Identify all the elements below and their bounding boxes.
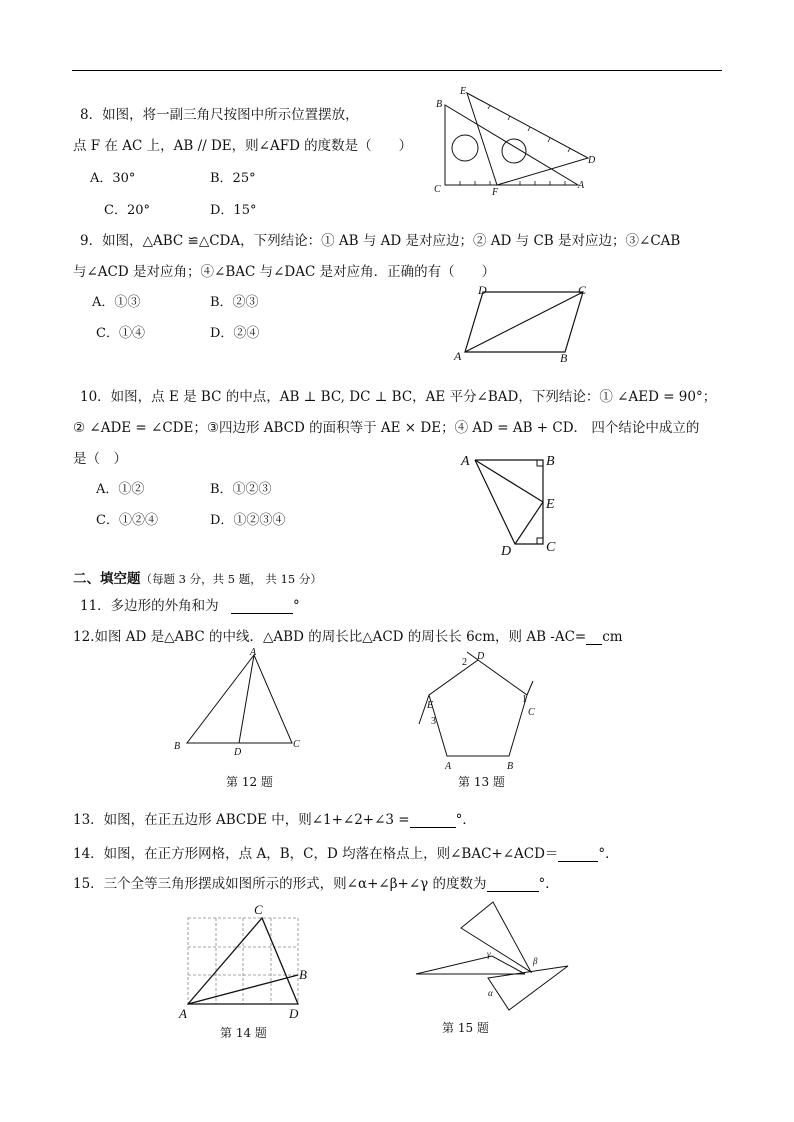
q14-caption: 第 14 题 [220,1026,267,1040]
q14-label-d: D [289,1006,299,1021]
q14-text: 14．如图，在正方形网格，点 A，B，C，D 均落在格点上，则∠BAC+∠ACD＝ [73,846,559,862]
q13-label-c: C [528,707,535,718]
q13 [73,808,476,828]
q15 [73,872,559,892]
section2-heading [73,567,322,587]
q10-line1: 10．如图，点 E 是 BC 的中点，AB ⊥ BC, DC ⊥ BC，AE 平分∠BAD，下列结论：① ∠AED = 90°； [80,389,717,405]
q10-line3: 是（ ） [73,451,127,467]
q8-label-f: F [492,187,499,198]
header-rule [72,70,722,71]
q8-label-e: E [460,86,467,97]
q14-label-a: A [179,1006,187,1021]
q15-label-beta: β [533,956,538,966]
q12-label-a: A [250,647,257,658]
q13-label-e: E [427,700,434,711]
q15-label-alpha: α [488,988,493,998]
q9-label-c: C [578,283,587,297]
q15-text: 15．三个全等三角形摆成如图所示的形式，则∠α+∠β+∠γ 的度数为 [73,876,487,892]
q8-label-a: A [578,180,585,191]
q13-angle-2: 2 [462,657,467,668]
q9-line2: 与∠ACD 是对应角；④∠BAC 与∠DAC 是对应角．正确的有（ ） [73,264,496,280]
q9-label-d: D [478,283,487,297]
q13-angle-3: 3 [431,716,436,727]
q10-label-d: D [501,544,512,559]
q10-label-b: B [546,454,555,469]
q8-figure [430,85,600,198]
q11 [80,594,300,614]
q15-caption: 第 15 题 [442,1021,489,1035]
q11-suffix: ° [292,598,300,614]
q13-label-a: A [445,761,452,772]
q9-option-b[interactable]: B．②③ [210,295,259,310]
q8-label-c: C [434,184,441,195]
q8-line1: 8．如图，将一副三角尺按图中所示位置摆放， [80,107,359,123]
q9-option-a[interactable]: A．①③ [92,295,141,310]
q12-label-b: B [174,741,181,752]
q13-suffix: °． [455,812,476,828]
q12-text: 12.如图 AD 是△ABC 的中线．△ABD 的周长比△ACD 的周长长 6cm，则 AB -AC= [73,629,587,645]
q12-caption: 第 12 题 [226,775,273,789]
q10-option-b[interactable]: B．①②③ [210,482,272,497]
q12 [73,625,623,645]
q8-option-d[interactable]: D．15° [210,203,257,218]
q11-answer-blank[interactable] [231,601,293,614]
q9-option-c[interactable]: C．①④ [96,326,145,341]
q8-line2: 点 F 在 AC 上，AB // DE，则∠AFD 的度数是（ ） [73,138,413,154]
q14-label-b: B [299,967,307,982]
q12-suffix: cm [602,629,623,645]
q13-caption: 第 13 题 [458,775,505,789]
q14-figure [175,900,315,1025]
q14-answer-blank[interactable] [558,849,598,862]
q12-label-d: D [234,747,242,758]
q12-figure [170,645,330,760]
q9-figure [450,282,600,367]
q10-option-c[interactable]: C．①②④ [96,513,158,528]
section2-note: （每题 3 分，共 5 题， 共 15 分） [140,572,322,586]
q12-label-c: C [293,739,300,750]
q15-figure [410,898,580,1018]
q13-text: 13．如图，在正五边形 ABCDE 中，则∠1+∠2+∠3 = [73,812,410,828]
q10-option-d[interactable]: D．①②③④ [210,513,286,528]
q10-label-a: A [461,454,470,469]
q14 [73,842,619,862]
q10-label-c: C [546,540,556,555]
q14-suffix: °． [598,846,619,862]
q8-label-d: D [588,155,596,166]
q10-figure [455,448,565,558]
q12-answer-blank[interactable] [586,632,602,645]
q11-text: 11．多边形的外角和为 [80,598,219,614]
q10-line2: ② ∠ADE = ∠CDE；③四边形 ABCD 的面积等于 AE × DE；④ AD = AB + CD． 四个结论中成立的 [73,420,700,436]
q13-angle-1: 1 [522,694,527,705]
q15-answer-blank[interactable] [487,879,539,892]
q9-label-a: A [454,349,462,363]
q8-option-c[interactable]: C．20° [104,203,150,218]
section2-title: 二、填空题 [73,571,141,587]
q10-option-a[interactable]: A．①② [96,482,145,497]
q8-option-a[interactable]: A．30° [90,171,136,186]
q13-answer-blank[interactable] [410,815,456,828]
q8-label-b: B [436,99,443,110]
q8-option-b[interactable]: B．25° [210,171,256,186]
q15-suffix: °． [538,876,559,892]
q9-line1: 9．如图，△ABC ≌△CDA，下列结论：① AB 与 AD 是对应边；② AD 与 CB 是对应边；③∠CAB [80,233,681,249]
q9-label-b: B [560,351,568,365]
q13-figure [415,645,545,775]
q10-label-e: E [546,497,555,512]
q13-label-d: D [477,651,485,662]
q9-option-d[interactable]: D．②④ [210,326,260,341]
q15-label-gamma: γ [487,949,491,959]
q13-label-b: B [507,761,514,772]
q14-label-c: C [254,902,263,917]
